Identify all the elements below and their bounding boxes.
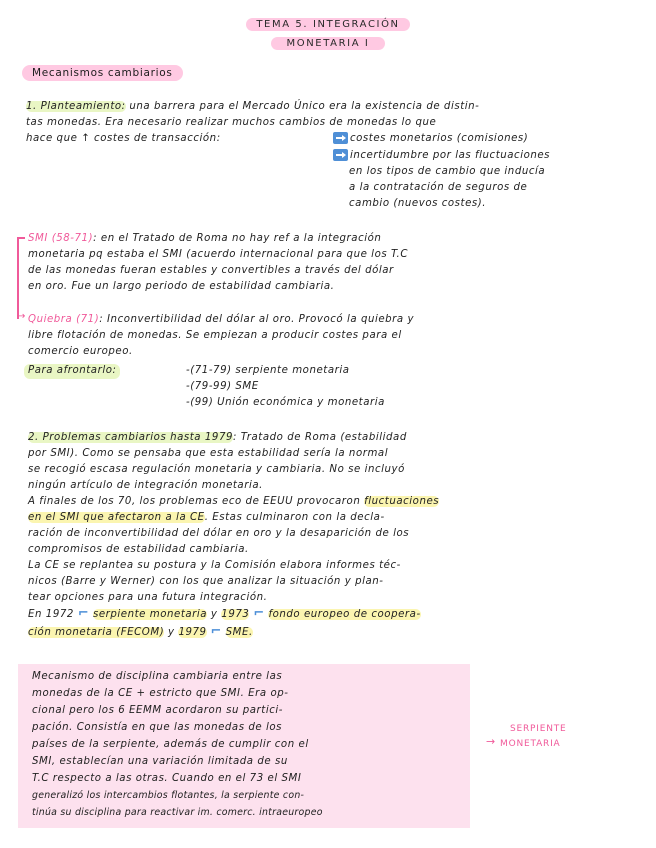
p4-line11: tear opciones para una futura integración.	[28, 592, 268, 603]
box-line5: países de la serpiente, además de cumplir con el	[32, 739, 309, 750]
p3-afrontar-label: Para afrontarlo:	[24, 364, 120, 379]
box-line4: pación. Consistía en que las monedas de los	[32, 722, 283, 733]
p4-text5a: A finales de los 70, los problemas eco de EEUU provocaron	[28, 496, 361, 507]
p2-text1: : en el Tratado de Roma no hay ref a la integración	[93, 233, 382, 244]
side-label-line1: SERPIENTE	[510, 724, 567, 734]
p4-line4: ningún artículo de integración monetaria.	[28, 480, 263, 491]
pink-bracket-top	[17, 237, 25, 239]
p2-label: SMI (58-71)	[28, 233, 94, 244]
section-title: Mecanismos cambiarios	[22, 65, 183, 81]
p1-bullet2	[333, 149, 550, 164]
p3-line2: libre flotación de monedas. Se empiezan a producir costes para el	[28, 330, 402, 341]
bracket-icon: ⌐	[210, 624, 222, 639]
p1-bullet-cont1: en los tipos de cambio que inducía	[349, 166, 546, 177]
p1-line2: tas monedas. Era necesario realizar muchos cambios de monedas lo que	[26, 117, 437, 128]
p3-list-item3: -(99) Unión económica y monetaria	[186, 397, 385, 408]
p4-line7: ración de inconvertibilidad del dólar en oro y la desaparición de los	[28, 528, 410, 539]
box-line7: T.C respecto a las otras. Cuando en el 73 el SMI	[32, 773, 302, 784]
p4-highlight-1973: 1973	[221, 609, 250, 620]
p1-text1: una barrera para el Mercado Único era la existencia de distin-	[129, 101, 480, 112]
p4-line8: compromisos de estabilidad cambiaria.	[28, 544, 249, 555]
p4-highlight-fecom: ción monetaria (FECOM)	[28, 627, 165, 638]
p4-line5	[28, 495, 439, 510]
p3-list-item2: -(79-99) SME	[186, 381, 259, 392]
header-title-line2: MONETARIA I	[271, 37, 386, 50]
p1-bullet-cont2: a la contratación de seguros de	[349, 182, 528, 193]
p2-line1	[28, 232, 381, 247]
side-label-line2: MONETARIA	[500, 739, 561, 749]
p1-bullet2-text: incertidumbre por las fluctuaciones	[350, 150, 551, 161]
p4-line1	[28, 431, 407, 446]
arrow-right-icon	[333, 149, 348, 161]
p2-line2: monetaria pq estaba el SMI (acuerdo internacional para que los T.C	[28, 249, 409, 260]
p1-line1	[26, 100, 479, 115]
p4-text13b: y	[168, 627, 175, 638]
p4-highlight-fondo: fondo europeo de coopera-	[268, 609, 421, 620]
p4-highlight-fluctuaciones: fluctuaciones	[364, 496, 440, 507]
p4-text6b: . Estas culminaron con la decla-	[204, 512, 385, 523]
arrow-right-icon	[333, 132, 348, 144]
p1-bullet1-text: costes monetarios (comisiones)	[350, 133, 529, 144]
p3-line3: comercio europeo.	[28, 346, 133, 357]
p2-line4: en oro. Fue un largo periodo de estabilidad cambiaria.	[28, 281, 335, 292]
bracket-icon: ⌐	[253, 606, 265, 621]
header-title-line1: TEMA 5. INTEGRACIÓN	[246, 18, 409, 31]
page-header	[0, 12, 656, 31]
box-line6: SMI, establecían una variación limitada de su	[32, 756, 288, 767]
side-arrow-icon: →	[486, 735, 496, 748]
p4-line9: La CE se replantea su postura y la Comisión elabora informes téc-	[28, 560, 401, 571]
p2-line3: de las monedas fueran estables y convertibles a través del dólar	[28, 265, 394, 276]
p4-highlight-serpiente: serpiente monetaria	[92, 609, 208, 620]
p4-text12c: y	[210, 609, 218, 620]
p4-text1: : Tratado de Roma (estabilidad	[233, 432, 407, 443]
p3-line1	[28, 313, 414, 328]
box-line1: Mecanismo de disciplina cambiaria entre las	[32, 671, 283, 682]
p1-bullet-cont3: cambio (nuevos costes).	[349, 198, 487, 209]
p1-label: 1. Planteamiento:	[26, 101, 126, 112]
p4-highlight-sme: SME.	[225, 627, 253, 638]
p4-line2: por SMI). Como se pensaba que esta estabilidad sería la normal	[28, 448, 389, 459]
p4-text12a: En 1972	[28, 609, 74, 620]
p4-line3: se recogió escasa regulación monetaria y cambiaria. No se incluyó	[28, 464, 405, 475]
p4-highlight-1979: 1979	[178, 627, 207, 638]
pink-bracket-line	[17, 237, 19, 319]
p3-text1: : Inconvertibilidad del dólar al oro. Provocó la quiebra y	[99, 314, 415, 325]
p4-highlight-smi: en el SMI que afectaron a la CE	[28, 512, 205, 523]
p1-line3: hace que ↑ costes de transacción:	[26, 133, 221, 144]
p1-bullet1	[333, 132, 528, 147]
box-line2: monedas de la CE + estricto que SMI. Era op-	[32, 688, 289, 699]
p4-label: 2. Problemas cambiarios hasta 1979	[28, 432, 234, 443]
p4-line10: nicos (Barre y Werner) con los que analizar la situación y plan-	[28, 576, 384, 587]
p4-line6	[28, 511, 385, 526]
box-line8: generalizó los intercambios flotantes, la serpiente con-	[32, 790, 305, 801]
p3-list-item1: -(71-79) serpiente monetaria	[186, 365, 350, 376]
page-header-line2-wrap	[0, 31, 656, 50]
pink-arrow-icon: →	[17, 311, 26, 322]
p4-line13	[28, 625, 253, 641]
box-line9: tinúa su disciplina para reactivar im. comerc. intraeuropeo	[32, 807, 323, 818]
p3-label: Quiebra (71)	[28, 314, 100, 325]
p4-line12	[28, 607, 421, 623]
bracket-icon: ⌐	[77, 606, 90, 621]
box-line3: cional pero los 6 EEMM acordaron su partici-	[32, 705, 283, 716]
